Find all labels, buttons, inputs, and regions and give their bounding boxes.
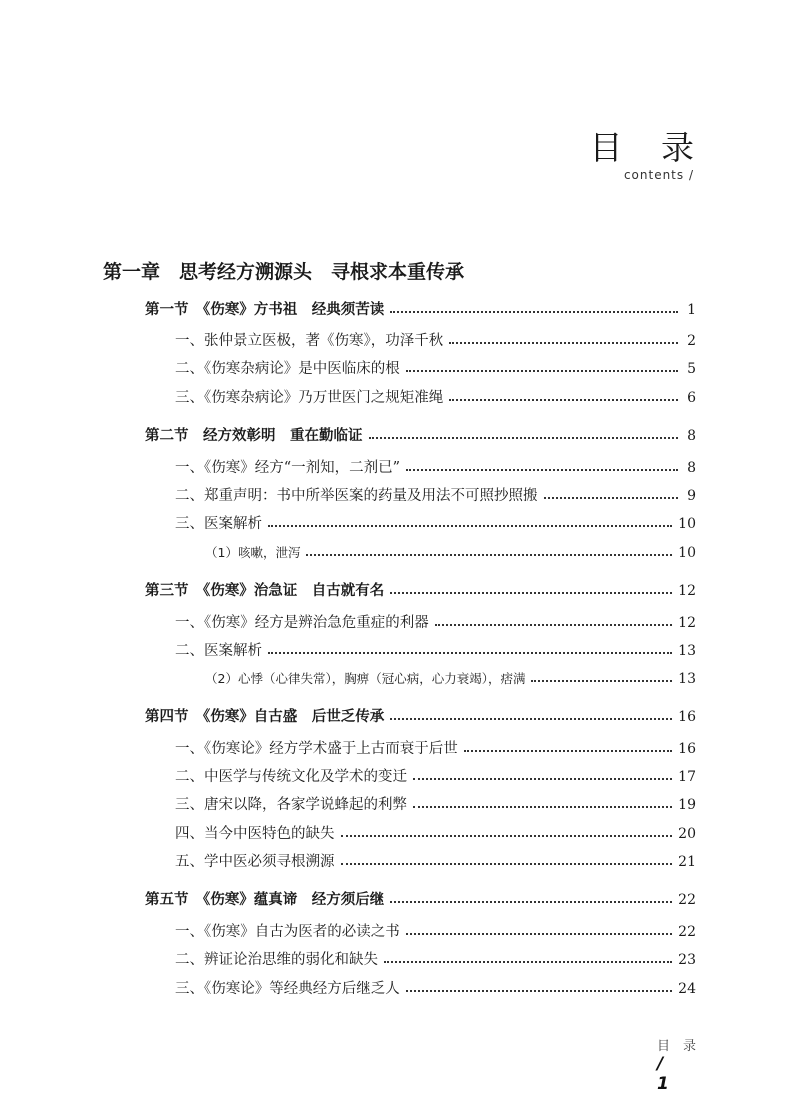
toc-dot-leader <box>390 718 672 720</box>
toc-entry-item <box>175 921 696 943</box>
toc-entry-title: 一、《伤寒》自古为医者的必读之书 <box>175 924 400 940</box>
toc-dot-leader <box>390 311 678 313</box>
toc-entry-title: 二、辨证论治思维的弱化和缺失 <box>175 952 378 968</box>
toc-page-number: 19 <box>678 797 696 813</box>
toc-page-number: 9 <box>687 488 696 504</box>
toc-page-number: 13 <box>678 643 696 659</box>
toc-page-number: 10 <box>678 516 696 532</box>
toc-entry-item <box>175 457 696 479</box>
toc-entry-title: （2）心悸（心律失常），胸痹（冠心病，心力衰竭），痞满 <box>205 671 526 686</box>
toc-entry-title: （1）咳嗽，泄泻 <box>205 545 301 560</box>
toc-entry-section <box>145 580 696 602</box>
toc-entry-title: 三、《伤寒论》等经典经方后继乏人 <box>175 981 400 997</box>
toc-entry-item <box>175 358 696 380</box>
toc-entry-item <box>175 851 696 873</box>
toc-entry-title: 第三节 《伤寒》治急证 自古就有名 <box>145 583 385 599</box>
toc-page-number: 6 <box>687 390 696 406</box>
toc-dot-leader <box>406 933 672 935</box>
toc-dot-leader <box>531 680 672 682</box>
toc-page-number: 2 <box>687 333 696 349</box>
toc-entry-item <box>175 794 696 816</box>
toc-entry-title: 三、《伤寒杂病论》乃万世医门之规矩准绳 <box>175 390 444 406</box>
toc-entry-item <box>175 823 696 845</box>
toc-dot-leader <box>449 399 678 401</box>
toc-entry-title: 一、张仲景立医极，著《伤寒》，功泽千秋 <box>175 333 444 349</box>
toc-dot-leader <box>341 863 673 865</box>
chapter-title: 第一章 思考经方溯源头 寻根求本重传承 <box>103 261 465 283</box>
toc-entry-item <box>175 387 696 409</box>
toc-dot-leader <box>413 778 672 780</box>
toc-page-number: 21 <box>678 854 696 870</box>
toc-dot-leader <box>268 525 672 527</box>
toc-entry-item <box>175 766 696 788</box>
toc-dot-leader <box>390 901 672 903</box>
toc-header <box>589 128 708 182</box>
toc-entry-title: 一、《伤寒》经方“一剂知，二剂已” <box>175 460 401 476</box>
page-title: 目 录 <box>589 128 708 167</box>
toc-page-number: 22 <box>678 924 696 940</box>
toc-dot-leader <box>449 342 678 344</box>
toc-entry-title: 第四节 《伤寒》自古盛 后世乏传承 <box>145 709 385 725</box>
toc-entry-title: 三、唐宋以降，各家学说蜂起的利弊 <box>175 797 407 813</box>
toc-dot-leader <box>406 990 672 992</box>
toc-entry-item <box>175 485 696 507</box>
toc-dot-leader <box>435 624 672 626</box>
toc-dot-leader <box>268 652 672 654</box>
toc-entry-item <box>175 640 696 662</box>
toc-entry-title: 二、医案解析 <box>175 643 262 659</box>
toc-entry-item <box>175 738 696 760</box>
toc-entry-title: 二、郑重声明：书中所举医案的药量及用法不可照抄照搬 <box>175 488 538 504</box>
toc-entry-item <box>175 513 696 535</box>
toc-dot-leader <box>341 835 673 837</box>
footer-page-number: 1 <box>656 1074 669 1094</box>
toc-entry-section <box>145 889 696 911</box>
toc-entry-sub <box>205 668 696 690</box>
toc-entry-title: 第五节 《伤寒》蕴真谛 经方须后继 <box>145 892 385 908</box>
toc-page-number: 13 <box>678 671 696 687</box>
toc-entry-item <box>175 949 696 971</box>
toc-page-number: 8 <box>687 428 696 444</box>
toc-dot-leader <box>413 806 672 808</box>
toc-entry-section <box>145 299 696 321</box>
toc-dot-leader <box>390 592 672 594</box>
toc-page-number: 12 <box>678 583 696 599</box>
toc-entry-title: 五、学中医必须寻根溯源 <box>175 854 335 870</box>
toc-entry-title: 三、医案解析 <box>175 516 262 532</box>
toc-entry-title: 一、《伤寒》经方是辨治急危重症的利器 <box>175 615 429 631</box>
toc-entry-item <box>175 978 696 1000</box>
toc-entry-item <box>175 330 696 352</box>
toc-page-number: 8 <box>687 460 696 476</box>
toc-entry-title: 二、中医学与传统文化及学术的变迁 <box>175 769 407 785</box>
toc-entry-title: 第二节 经方效彰明 重在勤临证 <box>145 428 363 444</box>
footer-separator: / <box>656 1054 664 1074</box>
toc-entry-title: 一、《伤寒论》经方学术盛于上古而衰于后世 <box>175 741 458 757</box>
toc-entry-title: 四、当今中医特色的缺失 <box>175 826 335 842</box>
toc-page-number: 16 <box>678 741 696 757</box>
toc-page-number: 10 <box>678 545 696 561</box>
toc-page-number: 1 <box>687 302 696 318</box>
toc-page-number: 22 <box>678 892 696 908</box>
footer-label: 目 录 <box>656 1039 696 1054</box>
toc-dot-leader <box>406 370 678 372</box>
toc-dot-leader <box>369 437 679 439</box>
toc-page-number: 5 <box>687 361 696 377</box>
toc-dot-leader <box>406 469 678 471</box>
toc-page-number: 12 <box>678 615 696 631</box>
toc-page-number: 23 <box>678 952 696 968</box>
toc-entry-title: 二、《伤寒杂病论》是中医临床的根 <box>175 361 400 377</box>
toc-page-number: 17 <box>678 769 696 785</box>
toc-entry-section <box>145 706 696 728</box>
toc-entry-sub <box>205 542 696 564</box>
toc-dot-leader <box>544 497 679 499</box>
page-subtitle: contents / <box>623 168 694 182</box>
page-footer <box>649 1020 696 1094</box>
toc-entry-title: 第一节 《伤寒》方书祖 经典须苦读 <box>145 302 385 318</box>
toc-dot-leader <box>384 961 672 963</box>
toc-dot-leader <box>306 554 672 556</box>
toc-page-number: 16 <box>678 709 696 725</box>
toc-page-number: 24 <box>678 981 696 997</box>
toc-entry-item <box>175 612 696 634</box>
toc-page-number: 20 <box>678 826 696 842</box>
toc-entry-section <box>145 425 696 447</box>
toc-dot-leader <box>464 750 672 752</box>
